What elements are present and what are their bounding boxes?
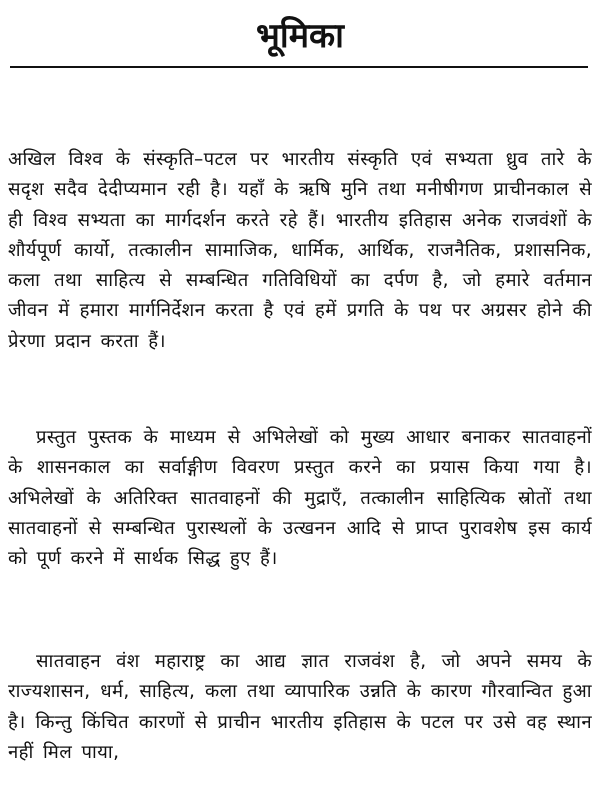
- paragraph-3: सातवाहन वंश महाराष्ट्र का आद्य ज्ञात राजवंश है, जो अपने समय के राज्यशासन, धर्म, साहित्य, कला तथा व्यापारिक उन्नति के कारण गौरवान्वित हुआ है। किन्तु किंचित कारणों से प्राचीन भारतीय इतिहास के पटल पर उसे वह स्थान नहीं मिल पाया,: [8, 651, 592, 763]
- title-underline: [10, 66, 588, 68]
- paragraph-1: अखिल विश्व के संस्कृति–पटल पर भारतीय संस्कृति एवं सभ्यता ध्रुव तारे के सदृश सदैव देदीप्यमान रही है। यहाँ के ऋषि मुनि तथा मनीषीगण प्राचीनकाल से ही विश्व सभ्यता का मार्गदर्शन करते रहे हैं। भारतीय इतिहास अनेक राजवंशों के शौर्यपूर्ण कार्यो, तत्कालीन सामाजिक, धार्मिक, आर्थिक, राजनैतिक, प्रशासनिक, कला तथा साहित्य से सम्बन्धित गतिविधियों का दर्पण है, जो हमारे वर्तमान जीवन में हमारा मार्गनिर्देशन करता है एवं हमें प्रगति के पथ पर अग्रसर होने की प्रेरणा प्रदान करता हैं।: [8, 149, 592, 352]
- paragraph-2: प्रस्तुत पुस्तक के माध्यम से अभिलेखों को मुख्य आधार बनाकर सातवाहनों के शासनकाल का सर्वाङ्गीण विवरण प्रस्तुत करने का प्रयास किया गया है। अभिलेखों के अतिरिक्त सातवाहनों की मुद्राएँ, तत्कालीन साहित्यिक स्रोतों तथा सातवाहनों से सम्बन्धित पुरास्थलों के उत्खनन आदि से प्राप्त पुरावशेष इस कार्य को पूर्ण करने में सार्थक सिद्ध हुए हैं।: [8, 427, 592, 570]
- page-title: भूमिका: [256, 16, 344, 56]
